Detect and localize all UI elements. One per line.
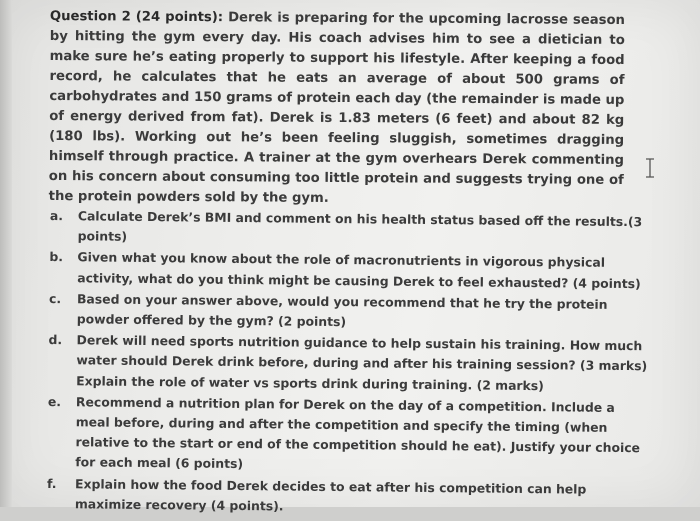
list-marker: c. (48, 290, 62, 306)
list-marker: e. (47, 393, 62, 409)
question-body: Derek is preparing for the upcoming lacrosse season by hitting the gym every day. His coach advises him to see a dietician to make sure he’s eating properly to support his lifestyle. After keeping a food record, he calculates that he eats an average of about 500 grams of carbohydrates and 150 grams of protein each day (the remainder is made up of energy derived from fat). Derek is 1.83 meters (6 feet) and about 82 kg (180 lbs). Working out he’s been feeling sluggish, sometimes dragging himself through practice. A trainer at the gym overhears Derek commenting on his concern about consuming too little protein and suggests trying one of the protein powders sold by the gym. (48, 10, 625, 206)
sub-question-text: Based on your answer above, would you recommend that he try the protein powder offered by the gym? (2 points) (76, 291, 608, 330)
sub-question-text: Recommend a nutrition plan for Derek on the day of a competition. Include a meal before, during and after the competition and specify the timing (when relative to the start or end of the competition should he eat). Justify your choice for each meal (6 points) (75, 394, 641, 472)
page-edge (0, 0, 12, 507)
list-marker: a. (49, 207, 64, 224)
list-marker: f. (47, 475, 57, 491)
list-marker: b. (49, 249, 64, 265)
sub-question-a (50, 206, 650, 253)
sub-question-e (47, 392, 648, 479)
text-cursor-icon (645, 158, 655, 178)
question-title: Question 2 (24 points): (49, 8, 224, 26)
sub-question-c (49, 289, 649, 336)
sub-question-text: Explain how the food Derek decides to eat after his competition can help maximize recovery (4 points). (74, 475, 587, 514)
sub-question-list (47, 206, 650, 521)
sub-question-f (47, 474, 647, 521)
sub-question-text: Calculate Derek’s BMI and comment on his health status based off the results.(3 points) (77, 208, 643, 245)
sub-question-text: Given what you know about the role of macronutrients in vigorous physical activity, what do you think might be causing Derek to feel exhausted? (4 points) (77, 249, 641, 291)
sub-question-text: Derek will need sports nutrition guidance to help sustain his training. How much water should Derek drink before, during and after his training session? (3 marks) Explain the role of water vs sports drink during training. (2 marks) (76, 332, 648, 393)
question-paragraph (49, 7, 625, 211)
sub-question-d (48, 330, 649, 397)
sub-question-b (49, 247, 649, 294)
list-marker: d. (48, 332, 63, 348)
